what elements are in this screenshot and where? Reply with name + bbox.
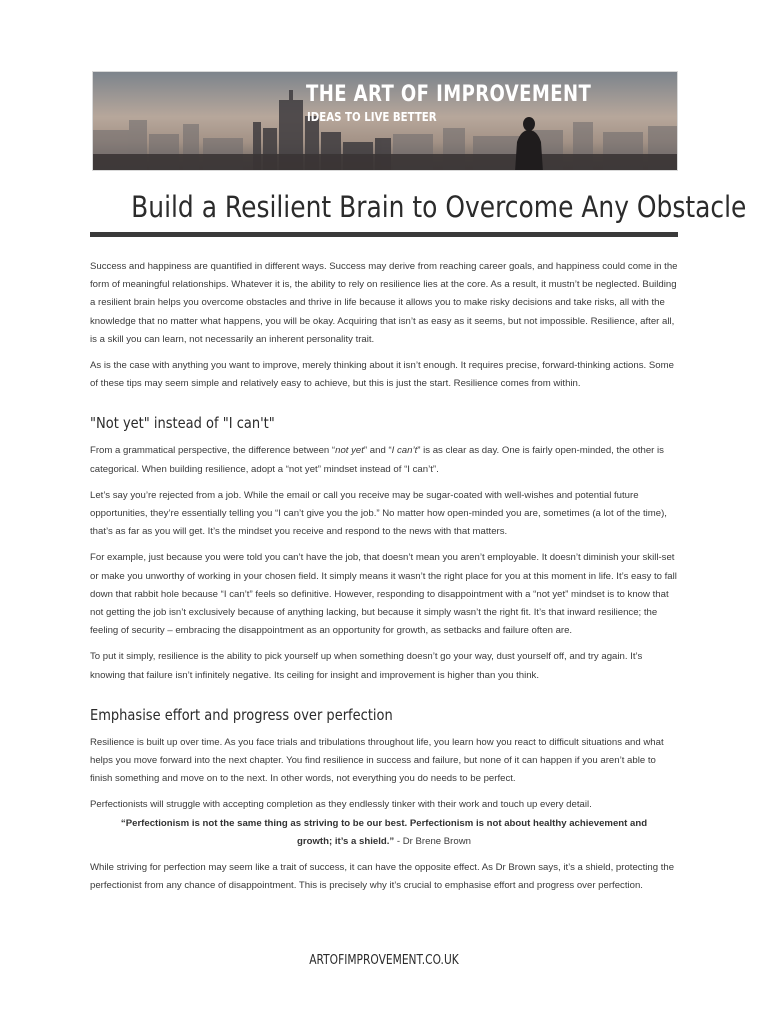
section2-paragraph-3: While striving for perfection may seem like a trait of success, it can have the opposite effect. As Dr Brown says, it’s a shield, protecting the perfectionist from any chance of disappointment. This is precisely why it’s crucial to emphasise effort and progress over perfection. xyxy=(90,862,675,892)
quote-attribution: - Dr Brene Brown xyxy=(394,835,471,847)
section1-paragraph-3: For example, just because you were told you can’t have the job, that doesn’t mean you aren’t employable. It doesn’t diminish your skill-set or make you unworthy of working in your chosen field. It simply means it wasn’t the right place for you at this moment in life. It’s easy to fall down that rabbit hole because “I can’t” feels so definitive. However, responding to disappointment with a “not yet” mindset is to know that not getting the job isn’t exclusively because of anything lacking, but because it simply wasn’t the right fit. It’s that inward resilience; the feeling of security – embracing the disappointment as an opportunity for growth, as setbacks and failure often are. xyxy=(90,552,677,637)
intro-paragraph-1: Success and happiness are quantified in different ways. Success may derive from reaching career goals, and happiness could come in the form of meaningful relationships. Whatever it is, the ability to rely on resilience lies at the core. As a result, it mustn’t be neglected. Building a resilient brain helps you overcome obstacles and thrive in life because it allows you to make risky decisions and take risks, all with the knowledge that no matter what happens, you will be okay. Acquiring that isn’t as easy as it seems, but not impossible. Resilience, after all, is a skill you can learn, not necessarily an inherent personality trait. xyxy=(90,261,678,345)
section-heading-not-yet: "Not yet" instead of "I can't" xyxy=(90,414,275,433)
title-divider xyxy=(90,232,678,237)
quote-text: “Perfectionism is not the same thing as striving to be our best. Perfectionism is not about healthy achievement and growth; it’s a shield.” xyxy=(120,817,648,847)
section2-paragraph-2: Perfectionists will struggle with accepting completion as they endlessly tinker with their work and touch up every detail. xyxy=(90,799,592,811)
section1-paragraph-4: To put it simply, resilience is the ability to pick yourself up when something doesn’t go your way, dust yourself off, and try again. It’s knowing that failure isn’t infinitely negative. Its ceiling for insight and improvement is higher than you think. xyxy=(90,651,643,681)
article-body xyxy=(90,258,678,895)
blockquote xyxy=(108,815,660,851)
footer-url: ARTOFIMPROVEMENT.CO.UK xyxy=(309,953,459,968)
section1-paragraph-2: Let’s say you’re rejected from a job. While the email or call you receive may be sugar-coated with well-wishes and potential future opportunities, they’re essentially telling you “I can’t give you the job.” No matter how open-minded you are, sometimes (a lot of the time), that’s as far as you will get. It’s the mindset you receive and respond to the news with that matters. xyxy=(90,489,667,538)
section-heading-effort: Emphasise effort and progress over perfection xyxy=(90,705,393,724)
banner-subtitle: IDEAS TO LIVE BETTER xyxy=(307,110,437,124)
document-title: Build a Resilient Brain to Overcome Any Obstacle xyxy=(131,190,747,224)
intro-paragraph-2: As is the case with anything you want to improve, merely thinking about it isn’t enough. It requires precise, forward-thinking actions. Some of these tips may seem simple and relatively easy to achieve, but this is just the start. Resilience comes from within. xyxy=(90,360,674,390)
section2-paragraph-1: Resilience is built up over time. As you face trials and tribulations throughout life, you learn how you react to difficult situations and what helps you move forward into the next chapter. You find resilience in success and failure, but none of it can happen if you aren’t able to finish something and move on to the next. In other words, not everything you do needs to be perfect. xyxy=(90,736,664,785)
section1-paragraph-1: From a grammatical perspective, the difference between “not yet” and “I can’t” is as clear as day. One is fairly open-minded, the other is categorical. When building resilience, adopt a “not yet” mindset instead of “I can’t”. xyxy=(90,445,664,475)
header-banner xyxy=(92,71,678,171)
banner-title: THE ART OF IMPROVEMENT xyxy=(306,82,592,107)
